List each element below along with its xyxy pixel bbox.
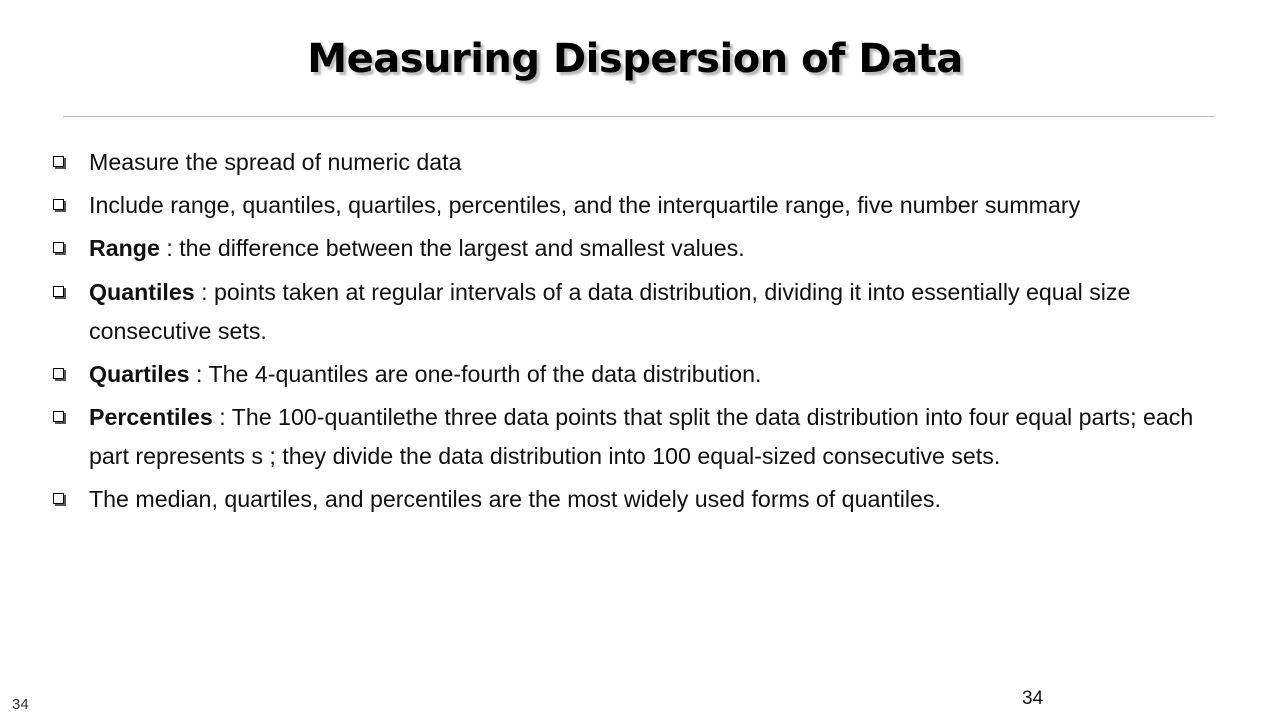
checkbox-bullet-icon (53, 242, 64, 253)
checkbox-bullet-icon (53, 368, 64, 379)
bullet-item (52, 398, 1220, 476)
bullet-list (52, 143, 1220, 523)
bullet-text: Include range, quantiles, quartiles, percentiles, and the interquartile range, five number summary (89, 192, 1081, 219)
checkbox-bullet-icon (53, 156, 64, 167)
page-number-right: 34 (1022, 688, 1044, 709)
bullet-text: The median, quartiles, and percentiles are the most widely used forms of quantiles. (89, 486, 941, 513)
title-divider (63, 116, 1215, 117)
page-number-left: 34 (12, 696, 29, 713)
bullet-item (52, 355, 1220, 394)
checkbox-bullet-icon (53, 199, 64, 210)
bullet-item (52, 273, 1220, 351)
bullet-term: Range (89, 235, 160, 262)
bullet-item (52, 229, 1220, 268)
bullet-text: : points taken at regular intervals of a data distribution, dividing it into essentially equal size consecutive sets. (89, 278, 1131, 344)
checkbox-bullet-icon (53, 411, 64, 422)
bullet-text: : the difference between the largest and smallest values. (159, 235, 745, 262)
bullet-item (52, 480, 1220, 519)
bullet-term: Quantiles (89, 278, 195, 305)
checkbox-bullet-icon (53, 286, 64, 297)
bullet-text: Measure the spread of numeric data (89, 149, 462, 175)
bullet-text: : The 100-quantilethe three data points that split the data distribution into four equal parts; each part represents s ; they divide the data distribution into 100 equal-sized consecutive sets. (89, 403, 1194, 469)
bullet-term: Percentiles (89, 403, 213, 430)
bullet-text: : The 4-quantiles are one-fourth of the data distribution. (189, 360, 762, 387)
slide-title: Measuring Dispersion of Data (307, 36, 963, 82)
checkbox-bullet-icon (53, 493, 64, 504)
bullet-item (52, 143, 1220, 182)
bullet-term: Quartiles (89, 360, 190, 387)
bullet-item (52, 186, 1220, 225)
